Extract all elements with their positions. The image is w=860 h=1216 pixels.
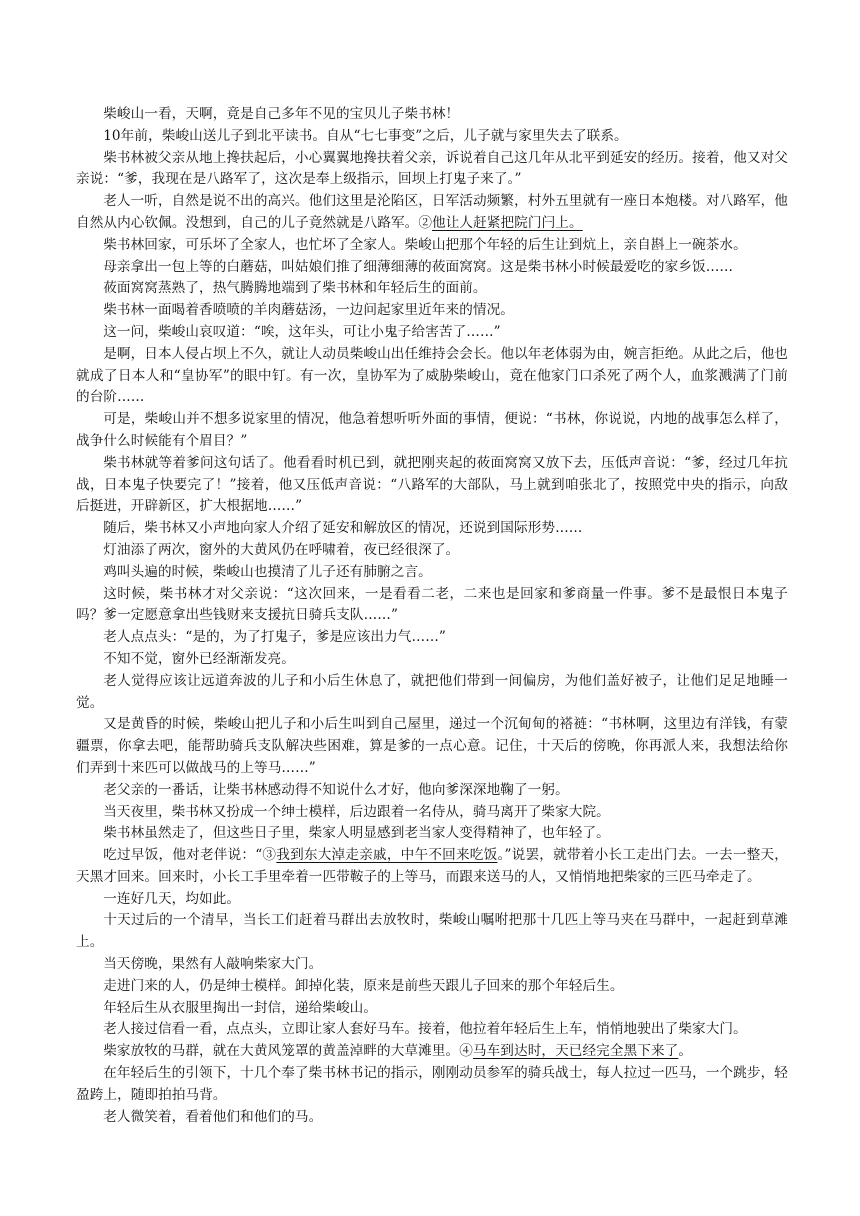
paragraph: 可是，柴峻山并不想多说家里的情况，他急着想听听外面的事情，便说：“书林，你说说，内地的战事怎么样了，战争什么时候能有个眉目？” bbox=[76, 411, 788, 449]
paragraph: 当天傍晚，果然有人敲响柴家大门。 bbox=[103, 956, 323, 973]
paragraph-text: 吃过早饭，他对老伴说：“③ bbox=[103, 847, 277, 864]
underlined-sentence-4: 马车到达时，天已经完全黑下来了 bbox=[472, 1043, 679, 1060]
paragraph: 走进门来的人，仍是绅士模样。卸掉化装，原来是前些天跟儿子回来的那个年轻后生。 bbox=[103, 977, 624, 994]
paragraph: 老人接过信看一看，点点头，立即让家人套好马车。接着，他拉着年轻后生上车，悄悄地驶出了柴家大门。 bbox=[103, 1021, 747, 1038]
paragraph: 莜面窝窝蒸熟了，热气腾腾地端到了柴书林和年轻后生的面前。 bbox=[103, 280, 487, 297]
paragraph-text-after: 。 bbox=[678, 1043, 693, 1060]
paragraph: 鸡叫头遍的时候，柴峻山也摸清了儿子还有肺腑之言。 bbox=[103, 563, 432, 580]
paragraph: 老人微笑着，看着他们和他们的马。 bbox=[103, 1108, 323, 1125]
paragraph: 老人点点头：“是的，为了打鬼子，爹是应该出力气……” bbox=[103, 629, 446, 646]
underlined-sentence-3: 我到东大淖走亲戚，中午不回来吃饭 bbox=[276, 847, 498, 864]
paragraph: 柴峻山一看，天啊，竟是自己多年不见的宝贝儿子柴书林！ bbox=[103, 106, 460, 122]
paragraph: 当天夜里，柴书林又扮成一个绅士模样，后边跟着一名侍从，骑马离开了柴家大院。 bbox=[103, 803, 610, 820]
underlined-sentence-2: 他让人赶紧把院门闩上。 bbox=[432, 214, 583, 231]
paragraph: 年轻后生从衣服里掏出一封信，递给柴峻山。 bbox=[103, 999, 378, 1016]
paragraph: 不知不觉，窗外已经渐渐发亮。 bbox=[103, 650, 295, 667]
paragraph: 这时候，柴书林才对父亲说：“这次回来，一是看看二老，二来也是回家和爹商量一件事。爹不是最恨日本鬼子吗？爹一定愿意拿出些钱财来支援抗日骑兵支队……” bbox=[76, 585, 788, 624]
paragraph: 柴书林回家，可乐坏了全家人，也忙坏了全家人。柴峻山把那个年轻的后生让到炕上，亲自斟上一碗茶水。 bbox=[103, 236, 747, 253]
paragraph: 老父亲的一番话，让柴书林感动得不知说什么才好，他向爹深深地鞠了一躬。 bbox=[103, 781, 569, 798]
paragraph bbox=[76, 191, 788, 235]
paragraph-text-after: 。”说罢，就带着小长工走出门去。一去一整天，天黑才回来。回来时，小长工手里牵着一匹带鞍子的上等马，而跟来送马的人，又悄悄地把柴家的三匹马牵走了。 bbox=[76, 847, 788, 885]
paragraph: 是啊，日本人侵占坝上不久，就让人动员柴峻山出任维持会会长。他以年老体弱为由，婉言拒绝。从此之后，他也就成了日本人和“皇协军”的眼中钉。有一次，皇协军为了威胁柴峻山，竟在他家门口杀死了两个人，血浆溅满了门前的台阶…… bbox=[76, 345, 788, 406]
paragraph-text: 柴家放牧的马群，就在大黄风笼罩的黄盖淖畔的大草滩里。④ bbox=[103, 1043, 473, 1060]
paragraph: 灯油添了两次，窗外的大黄风仍在呼啸着，夜已经很深了。 bbox=[103, 541, 460, 558]
paragraph bbox=[76, 1041, 788, 1063]
paragraph: 这一问，柴峻山哀叹道：“唉，这年头，可让小鬼子给害苦了……” bbox=[103, 323, 501, 340]
paragraph: 随后，柴书林又小声地向家人介绍了延安和解放区的情况，还说到国际形势…… bbox=[103, 520, 583, 537]
paragraph: 在年轻后生的引领下，十几个奉了柴书林书记的指示，刚刚动员参军的骑兵战士，每人拉过一匹马，一个跳步，轻盈跨上，随即拍拍马背。 bbox=[76, 1065, 788, 1103]
paragraph: 柴书林一面喝着香喷喷的羊肉蘑菇汤，一边问起家里近年来的情况。 bbox=[103, 302, 514, 319]
paragraph: 又是黄昏的时候，柴峻山把儿子和小后生叫到自己屋里，递过一个沉甸甸的褡裢：“书林啊，这里边有洋钱，有蒙疆票，你拿去吧，能帮助骑兵支队解决些困难，算是爹的一点心意。记住，十天后的傍晚，你再派人来，我想法给你们弄到十来匹可以做战马的上等马……” bbox=[76, 716, 788, 776]
paragraph: 老人觉得应该让远道奔波的儿子和小后生休息了，就把他们带到一间偏房，为他们盖好被子，让他们足足地睡一觉。 bbox=[76, 672, 788, 711]
paragraph-text: 老人一听，自然是说不出的高兴。他们这里是沦陷区，日军活动频繁，村外五里就有一座日本炮楼。对八路军，他自然从内心钦佩。没想到，自己的儿子竟然就是八路军。② bbox=[76, 193, 788, 231]
paragraph: 柴书林虽然走了，但这些日子里，柴家人明显感到老当家人变得精神了，也年轻了。 bbox=[103, 825, 610, 842]
paragraph: 十天过后的一个清早，当长工们赶着马群出去放牧时，柴峻山嘱咐把那十几匹上等马夹在马群中，一起赶到草滩上。 bbox=[76, 912, 788, 951]
paragraph: 柴书林就等着爹问这句话了。他看看时机已到，就把刚夹起的莜面窝窝又放下去，压低声音说：“爹，经过几年抗战，日本鬼子快要完了！”接着，他又压低声音说：“八路军的大部队，马上就到咱张北了，按照党中央的指示，向敌后挺进，开辟新区，扩大根据地……” bbox=[76, 454, 788, 515]
paragraph: 母亲拿出一包上等的白蘑菇，叫姑娘们推了细薄细薄的莜面窝窝。这是柴书林小时候最爱吃的家乡饭…… bbox=[103, 258, 734, 275]
paragraph: 10年前，柴峻山送儿子到北平读书。自从“七七事变”之后，儿子就与家里失去了联系。 bbox=[103, 127, 628, 144]
paragraph: 柴书林被父亲从地上搀扶起后，小心翼翼地搀扶着父亲，诉说着自己这几年从北平到延安的经历。接着，他又对父亲说：“爹，我现在是八路军了，这次是奉上级指示，回坝上打鬼子来了。” bbox=[76, 149, 788, 188]
article-body bbox=[76, 104, 788, 1128]
paragraph bbox=[76, 845, 788, 889]
paragraph: 一连好几天，均如此。 bbox=[103, 890, 241, 907]
